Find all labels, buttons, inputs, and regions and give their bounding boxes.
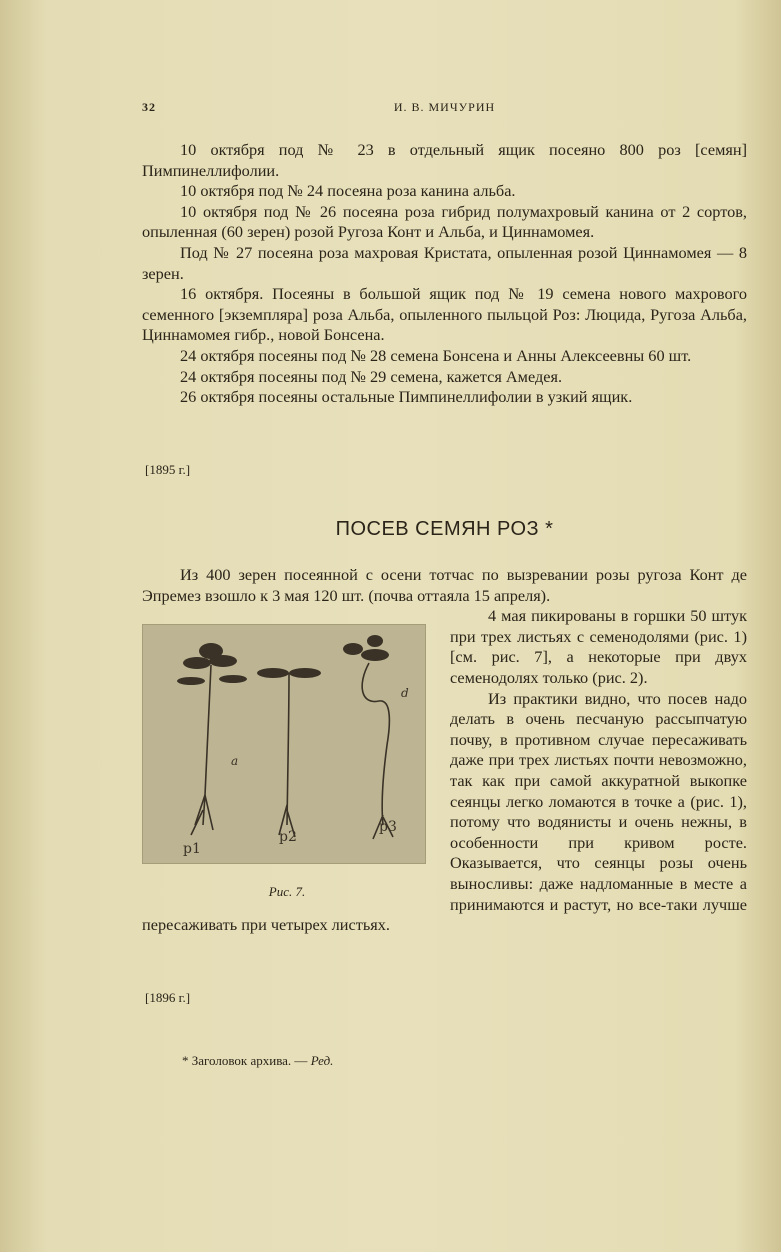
seedlings-illustration xyxy=(142,624,426,864)
label-p2: р2 xyxy=(279,829,297,846)
diary-entries xyxy=(142,140,747,408)
diary-entry: 16 октября. Посеяны в большой ящик под № 19 семена нового махрового семенного [экземпляра] роза Альба, опыленного пыльцой Роз: Люцида, Ругоза Альба, Циннамомея гибр., новой Бонсена. xyxy=(142,284,747,345)
paragraph-3: Из практики видно, что посев надо делать в очень песчаную рассыпчатую почву, в противном случае пересаживать даже при трех листьях почти невозможно, так как при самой аккуратной выкопке сеянцы легко ломаются в точке а (рис. 1), потому что водянисты и очень нежны, в особенности при кривом росте. Оказывается, что сеянцы розы очень выносливы: даже надломанные в месте а принимаются и растут, но все-таки лучше пересаживать при четырех листьях. xyxy=(142,688,747,935)
diary-entry: Под № 27 посеяна роза махровая Кристата, опыленная розой Циннамомея — 8 зерен. xyxy=(142,242,747,283)
page-number: 32 xyxy=(142,100,156,114)
paragraph-1: Из 400 зерен посеянной с осени тотчас по вызревании розы ругоза Конт де Эпремез взошло к 3 мая 120 шт. (почва оттаяла 15 апреля). xyxy=(142,565,747,605)
section-body xyxy=(142,565,747,936)
label-p1: р1 xyxy=(183,841,201,858)
diary-entry: 24 октября посеяны под № 29 семена, кажется Амедея. xyxy=(180,366,563,386)
footnote-text: * Заголовок архива. — xyxy=(182,1053,308,1068)
seedlings-drawing xyxy=(143,625,425,863)
figure-caption: Рис. 7. xyxy=(268,884,306,900)
running-head: И. В. МИЧУРИН xyxy=(393,100,496,114)
label-p3: р3 xyxy=(379,819,397,836)
diary-entry: 10 октября под № 26 посеяна роза гибрид полумахровый канина от 2 сортов, опыленная (60 зерен) розой Ругоза Конт и Альба, и Циннамомея. xyxy=(142,201,747,242)
figure-7 xyxy=(142,624,432,903)
footnote-editor: Ред. xyxy=(310,1053,334,1068)
diary-entry: 26 октября посеяны остальные Пимпинеллифолии в узкий ящик. xyxy=(180,387,633,407)
diary-entry: 24 октября посеяны под № 28 семена Бонсена и Анны Алексеевны 60 шт. xyxy=(180,345,692,365)
paragraph-2: 4 мая пикированы в горшки 50 штук при трех листьях с семенодолями (рис. 1) [см. рис. 7], а некоторые при двух семенодолях только (рис. 2). xyxy=(450,606,747,687)
diary-entry: 10 октября под № 23 в отдельный ящик посеяно 800 роз [семян] Пимпинеллифолии. xyxy=(142,140,747,180)
footnote xyxy=(182,1053,333,1069)
label-d: d xyxy=(401,686,409,701)
page-header xyxy=(142,100,747,120)
label-a: a xyxy=(231,754,239,769)
year-note-1895: [1895 г.] xyxy=(145,462,191,477)
diary-entry: 10 октября под № 24 посеяна роза канина альба. xyxy=(180,181,516,201)
year-note-1896: [1896 г.] xyxy=(145,990,191,1005)
section-title: ПОСЕВ СЕМЯН РОЗ * xyxy=(335,518,554,540)
